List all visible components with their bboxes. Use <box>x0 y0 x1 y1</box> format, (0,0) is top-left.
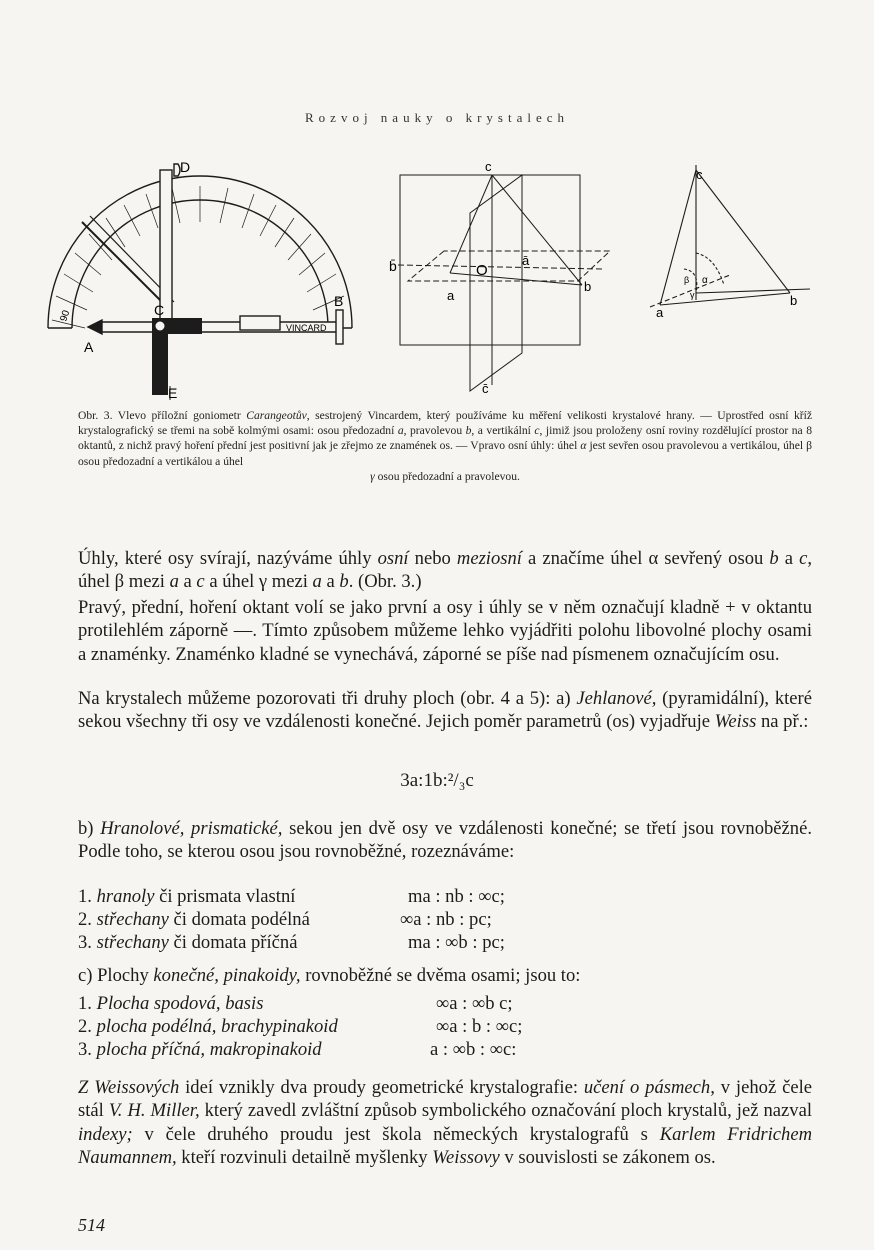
paragraph-prismatic: b) Hranolové, prismatické, sekou jen dvě osy ve vzdálenosti konečné; se třetí jsou rovnoběžné. Podle toho, se kterou osou jsou rovnoběžné, rozeznáváme: <box>78 818 812 863</box>
list-item-formula: ∞a : nb : pc; <box>400 909 492 930</box>
list-item-formula: ma : nb : ∞c; <box>408 886 505 907</box>
axis-c-bar-label: c̄ <box>482 381 489 396</box>
origin-label: O <box>476 262 488 279</box>
list-item-formula: ma : ∞b : pc; <box>408 932 505 953</box>
list-item: 3. plocha příčná, makropinakoid <box>78 1039 322 1060</box>
goniometer-label-a: A <box>84 339 94 355</box>
goniometer-label-d: D <box>180 159 191 175</box>
axis-a-bar-label: ā <box>522 253 530 268</box>
paragraph-axial-angles: Úhly, které osy svírají, nazýváme úhly osní nebo meziosní a značíme úhel α sevřený osou b a c, úhel β mezi a a c a úhel γ mezi a a b. (Obr. 3.) <box>78 548 812 593</box>
goniometer-label-c: C <box>154 302 165 318</box>
list-item-formula: a : ∞b : ∞c: <box>430 1039 517 1060</box>
figure-caption: Obr. 3. Vlevo příložní goniometr Carangeotův, sestrojený Vincardem, který používáme ku měření velikosti krystalové hrany. — Uprostřed osní kříž krystalografický se třemi na sobě kolmými osami: osou předozadní a, pravolevou b, a vertikální c, jimiž jsou proloženy osní roviny rozdělující prostor na 8 oktantů, z nichž pravý hoření přední jest positivní jak je zřejmo ze znamének os. — Vpravo osní úhly: úhel α jest sevřen osou pravolevou a vertikálou, úhel β osou předozadní a vertikálou a úhel γ osou předozadní a pravolevou. <box>78 409 812 483</box>
axis-b-label: b <box>584 279 592 294</box>
vincard-label: VINCARD <box>286 323 327 333</box>
axial-angles-figure <box>640 165 820 325</box>
list-item-formula: ∞a : ∞b c; <box>436 993 513 1014</box>
axis-a-label: a <box>447 288 455 303</box>
list-item: 2. střechany či domata podélná <box>78 909 310 930</box>
angle-fig-c-label: c <box>696 167 703 182</box>
axis-b-bar-label: b̄ <box>389 258 397 274</box>
axis-c-label: c <box>485 159 492 174</box>
angle-fig-b-label: b <box>790 293 798 308</box>
beta-label: β <box>684 275 690 285</box>
paragraph-octant: Pravý, přední, hoření oktant volí se jako první a osy i úhly se v něm označují kladně + v oktantu protilehlém záporně —. Tímto způsobem můžeme lehko vyjádřiti polohu libovolné plochy osami a znaménky. Znaménko kladné se vynechává, záporné se píše nad písmenem označujícím osu. <box>78 597 812 665</box>
list-item: 2. plocha podélná, brachypinakoid <box>78 1016 338 1037</box>
list-item-formula: ∞a : b : ∞c; <box>436 1016 523 1037</box>
angle-fig-a-label: a <box>656 305 664 320</box>
gamma-label: γ <box>690 290 695 300</box>
alpha-label: α <box>702 275 708 286</box>
paragraph-pyramidal: Na krystalech můžeme pozorovati tři druhy ploch (obr. 4 a 5): a) Jehlanové, (pyramidální), které sekou všechny tři osy ve vzdálenosti konečné. Jejich poměr parametrů (os) vyjadřuje Weiss na př.: <box>78 688 813 733</box>
running-header: Rozvoj nauky o krystalech <box>305 110 569 125</box>
list-item: 1. Plocha spodová, basis <box>78 993 264 1014</box>
axes-cross-figure <box>372 155 612 405</box>
page-number: 514 <box>78 1215 105 1235</box>
goniometer-figure <box>40 150 360 400</box>
goniometer-label-b: B <box>334 293 344 309</box>
list-item: 3. střechany či domata příčná <box>78 932 298 953</box>
goniometer-label-e: E <box>168 385 178 401</box>
paragraph-weiss-ideas: Z Weissových ideí vznikly dva proudy geometrické krystalografie: učení o pásmech, v jehož čele stál V. H. Miller, který zavedl zvláštní způsob symbolického označování ploch krystalů, jež nazval indexy; v čele druhého proudu jest škola německých krystalografů s Karlem Fridrichem Naumannem, kteří rozvinuli detailně myšlenky Weissovy v souvislosti se zákonem os. <box>78 1077 813 1169</box>
weiss-formula: 3a:1b:²/₃c <box>400 770 474 791</box>
paragraph-pinacoids: c) Plochy konečné, pinakoidy, rovnoběžné se dvěma osami; jsou to: <box>78 965 581 986</box>
degree-90-label: 90 <box>58 308 73 323</box>
list-item: 1. hranoly či prismata vlastní <box>78 886 296 907</box>
